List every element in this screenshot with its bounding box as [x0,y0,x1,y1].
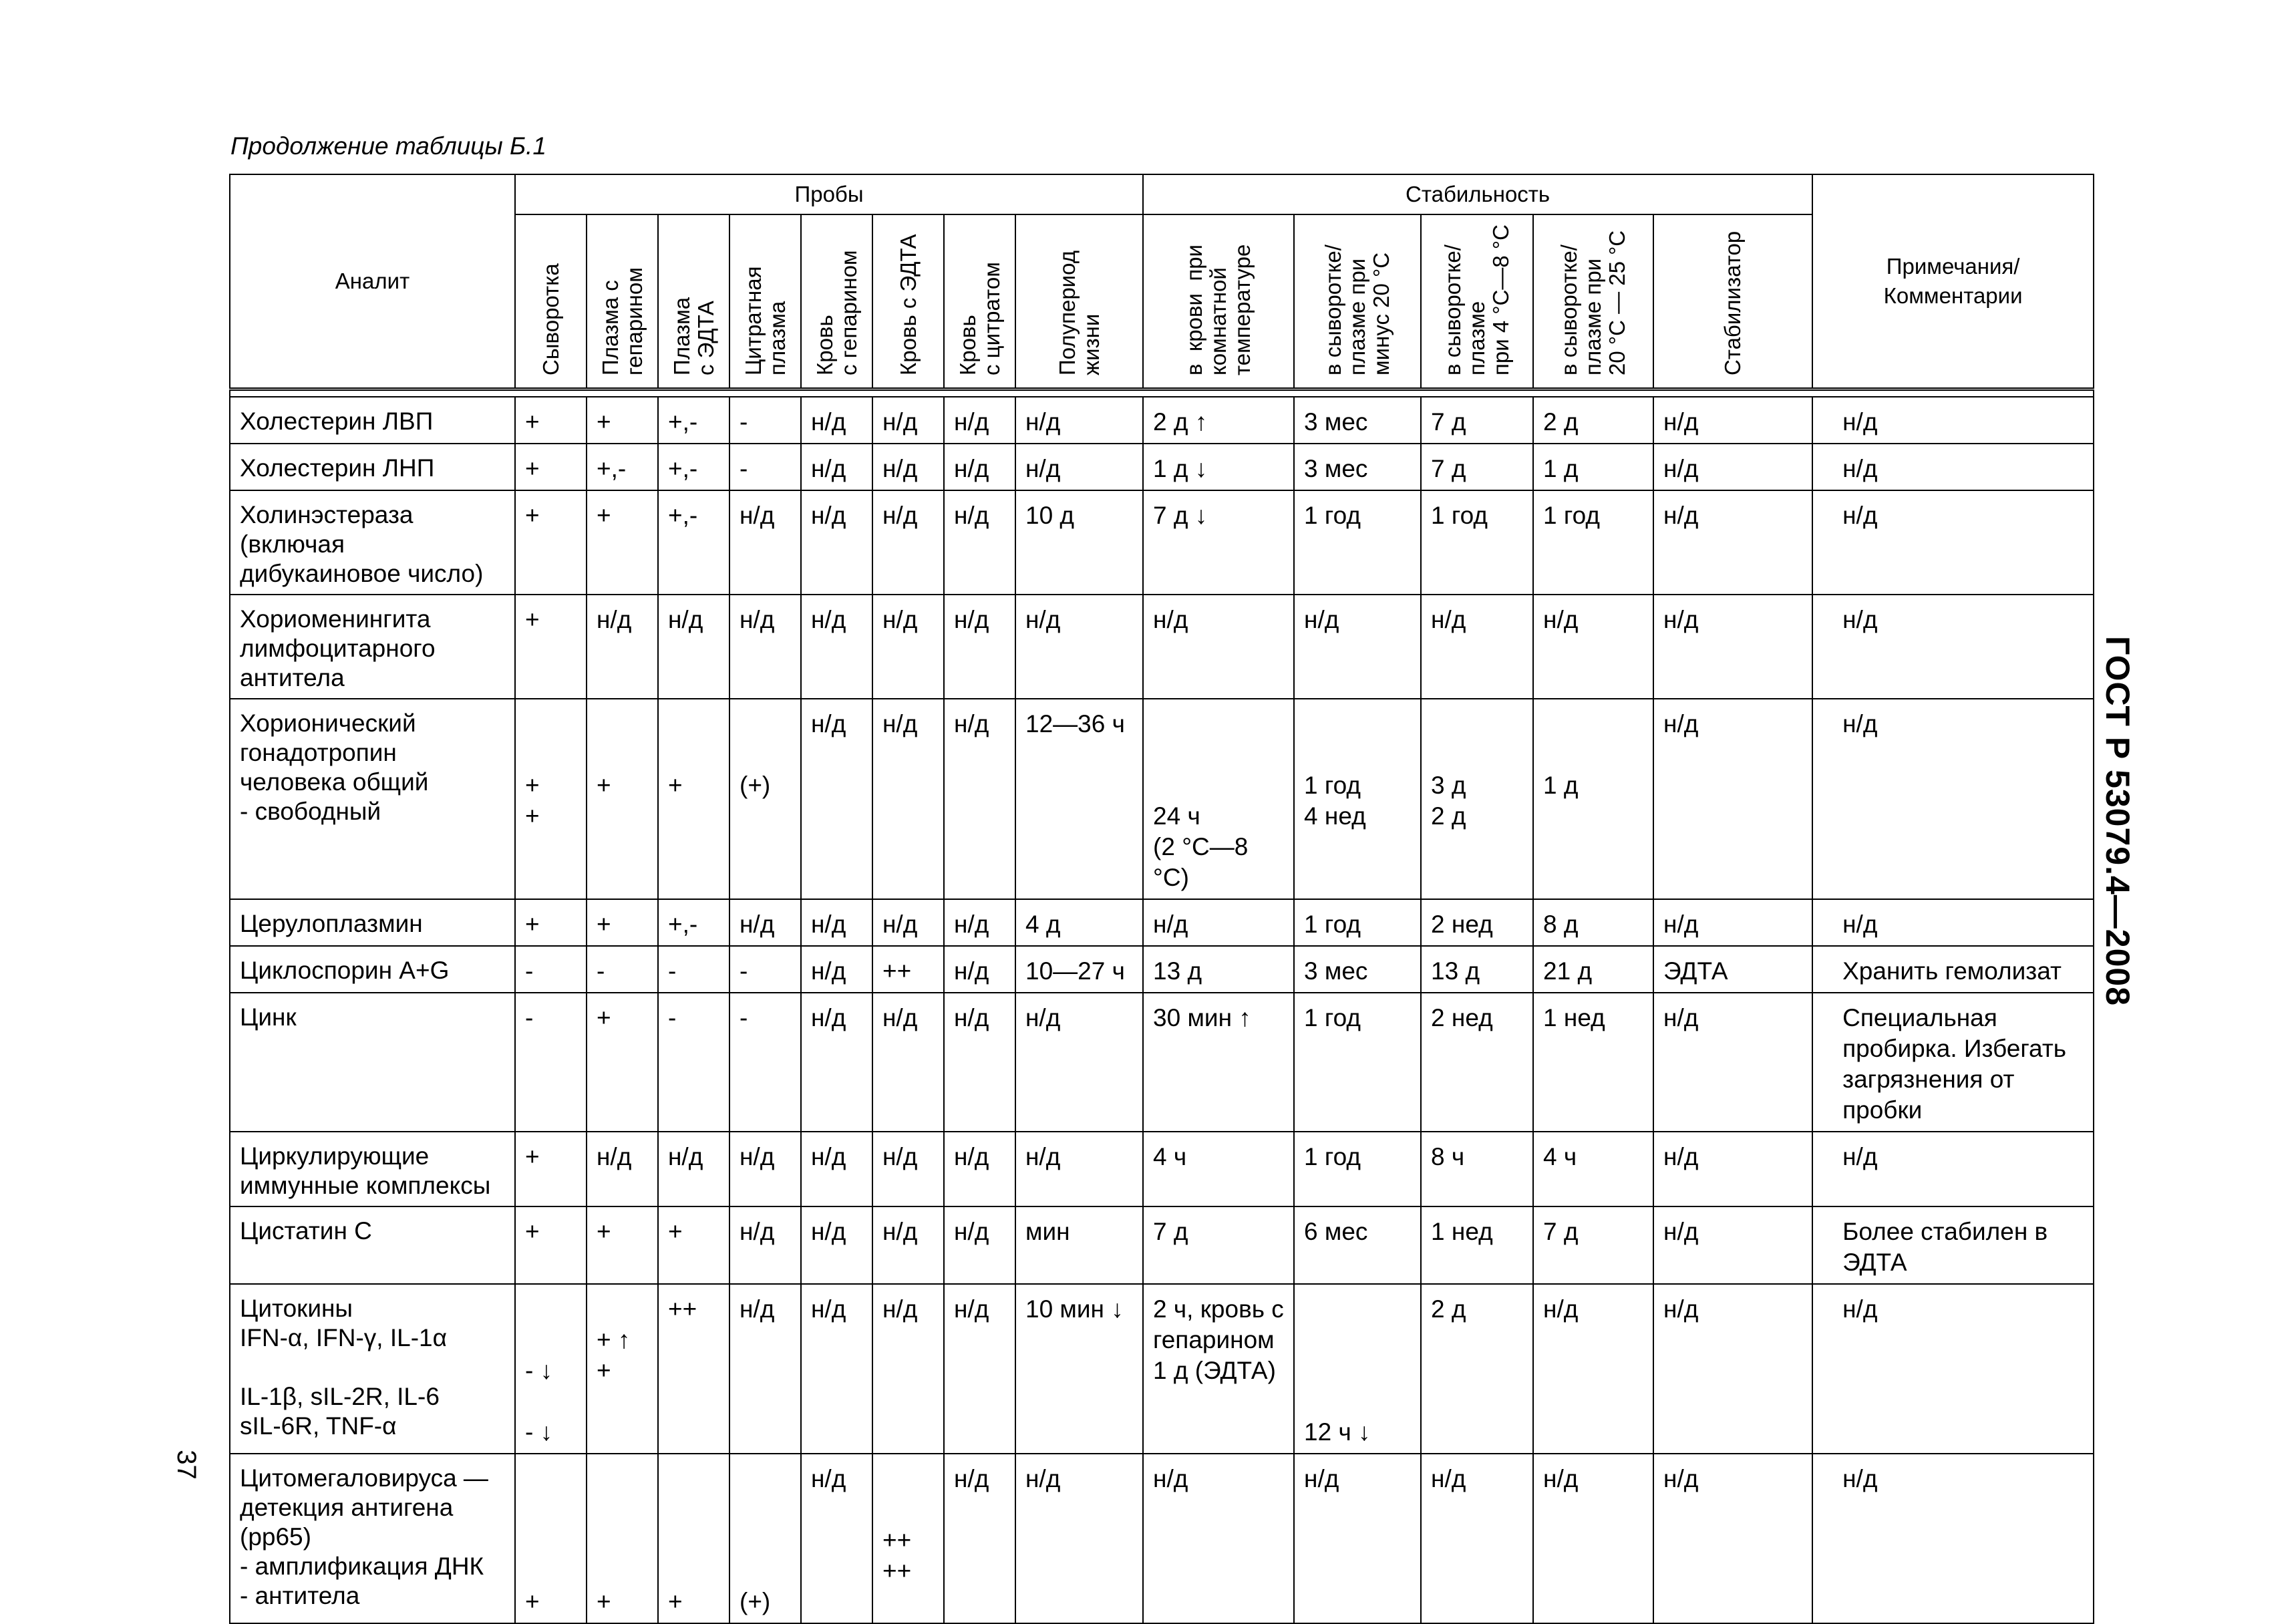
table-cell: мин [1015,1206,1143,1284]
header-separator [230,389,2094,397]
table-cell: 10 д [1015,490,1143,595]
table-cell: 1 д [1533,699,1653,899]
table-cell: н/д [1653,1132,1812,1206]
table-cell: ЭДТА [1653,946,1812,993]
table-cell: н/д [944,993,1015,1132]
table-cell: н/д [872,1132,944,1206]
table-cell: 30 мин ↑ [1143,993,1294,1132]
header-col-label: Цитратная плазма [740,266,790,375]
table-cell: 6 мес [1294,1206,1421,1284]
table-cell: н/д [801,397,872,444]
table-cell: 2 нед [1421,993,1533,1132]
table-cell: н/д [872,1206,944,1284]
note-cell: Хранить гемолизат [1812,946,2094,993]
table-cell: н/д [944,444,1015,490]
table-cell: - [587,946,658,993]
table-cell: н/д [658,595,729,699]
table-cell: (+) [729,1454,801,1623]
table-cell: н/д [1421,1454,1533,1623]
table-cell: н/д [1653,444,1812,490]
table-cell: 1 д [1533,444,1653,490]
table-cell: н/д [944,899,1015,946]
table-cell: 7 д [1143,1206,1294,1284]
table-cell: н/д [944,1206,1015,1284]
note-cell: н/д [1812,899,2094,946]
table-cell: - [658,993,729,1132]
table-cell: 2 д [1421,1284,1533,1454]
table-row [230,444,2094,490]
table-cell: 2 нед [1421,899,1533,946]
table-cell: н/д [1143,1454,1294,1623]
table-cell: н/д [944,699,1015,899]
table-cell: н/д [801,899,872,946]
header-col-3 [729,214,801,389]
table-cell: + [658,699,729,899]
table-cell: н/д [1533,1454,1653,1623]
analyte-cell: Цистатин С [230,1206,515,1284]
table-cell: +,- [658,490,729,595]
header-analyte: Аналит [230,174,515,389]
header-col-label: в крови при комнатной температуре [1182,244,1255,375]
analyte-cell: Циклоспорин A+G [230,946,515,993]
table-cell: 3 д 2 д [1421,699,1533,899]
table-cell: - [515,946,587,993]
header-col-4 [801,214,872,389]
table-cell: н/д [658,1132,729,1206]
table-row [230,1206,2094,1284]
table-cell: н/д [1015,397,1143,444]
table-row [230,1284,2094,1454]
table-cell: н/д [872,490,944,595]
table-cell: (+) [729,699,801,899]
table-cell: + [515,490,587,595]
header-col-label: Кровь с ЭДТА [895,234,921,375]
note-cell: н/д [1812,397,2094,444]
header-col-12 [1653,214,1812,389]
table-cell: 3 мес [1294,397,1421,444]
table-cell: н/д [944,1454,1015,1623]
table-cell: н/д [872,993,944,1132]
header-notes: Примечания/ Комментарии [1812,174,2094,389]
table-cell: н/д [944,1132,1015,1206]
table-cell: н/д [1653,1454,1812,1623]
table-cell: + + [515,699,587,899]
table-cell: н/д [729,1206,801,1284]
table-cell: н/д [729,899,801,946]
header-col-label: Полупериод жизни [1054,251,1104,375]
note-cell: н/д [1812,490,2094,595]
table-cell: 8 д [1533,899,1653,946]
note-cell: н/д [1812,699,2094,899]
table-cell: н/д [1015,993,1143,1132]
table-cell: н/д [801,946,872,993]
table-cell: н/д [944,490,1015,595]
table-cell: н/д [1294,1454,1421,1623]
table-cell: 3 мес [1294,946,1421,993]
table-cell: н/д [872,595,944,699]
table-cell: 7 д [1421,444,1533,490]
table-cell: +,- [587,444,658,490]
header-col-8 [1143,214,1294,389]
table-cell: 24 ч (2 °С—8 °С) [1143,699,1294,899]
header-col-label: в сыворотке/ плазме при 4 °С—8 °С [1440,224,1514,375]
table-cell: н/д [729,490,801,595]
table-cell: н/д [801,1284,872,1454]
note-cell: н/д [1812,1454,2094,1623]
table-cell: + [658,1454,729,1623]
table-cell: - [729,993,801,1132]
table-cell: н/д [801,699,872,899]
table-cell: + [515,1132,587,1206]
table-cell: н/д [944,1284,1015,1454]
table-cell: 1 нед [1533,993,1653,1132]
table-row [230,595,2094,699]
table-cell: н/д [801,1132,872,1206]
header-col-label: Плазма с гепарином [597,267,647,375]
table-cell: н/д [944,397,1015,444]
table-cell: н/д [801,1454,872,1623]
table-cell: н/д [1015,595,1143,699]
table-cell: + [515,1454,587,1623]
page-number: 37 [171,1450,201,1480]
table-cell: н/д [944,946,1015,993]
header-col-9 [1294,214,1421,389]
table-cell: 7 д ↓ [1143,490,1294,595]
header-col-label: Плазма с ЭДТА [669,297,718,375]
table-cell: - [729,444,801,490]
table-cell: н/д [1653,699,1812,899]
table-cell: н/д [801,595,872,699]
table-cell: - ↓ - ↓ [515,1284,587,1454]
table-cell: н/д [1653,993,1812,1132]
table-row [230,397,2094,444]
table-cell: ++ ++ [872,1454,944,1623]
table-cell: н/д [1015,1132,1143,1206]
table-cell: + [587,899,658,946]
table-row [230,1454,2094,1623]
table-cell: н/д [872,899,944,946]
header-col-2 [658,214,729,389]
table-cell: 10 мин ↓ [1015,1284,1143,1454]
table-cell: 12—36 ч [1015,699,1143,899]
analyte-cell: Цитокины IFN-α, IFN-γ, IL-1α IL-1β, sIL-2R, IL-6 sIL-6R, TNF-α [230,1284,515,1454]
table-cell: н/д [801,490,872,595]
table-cell: 1 нед [1421,1206,1533,1284]
table-cell: + [658,1206,729,1284]
analyte-table [229,174,2094,1624]
analyte-cell: Циркулирующие иммунные комплексы [230,1132,515,1206]
table-cell: 1 год [1294,993,1421,1132]
table-cell: н/д [1143,595,1294,699]
table-cell: н/д [587,1132,658,1206]
table-cell: 1 год [1294,490,1421,595]
note-cell: Более стабилен в ЭДТА [1812,1206,2094,1284]
table-cell: н/д [729,1284,801,1454]
header-col-label: Кровь с гепарином [812,250,861,375]
table-cell: + [515,899,587,946]
header-col-7 [1015,214,1143,389]
table-cell: н/д [1015,444,1143,490]
table-cell: 21 д [1533,946,1653,993]
table-cell: - [658,946,729,993]
table-caption: Продолжение таблицы Б.1 [230,132,546,160]
table-cell: н/д [872,1284,944,1454]
table-cell: н/д [1653,490,1812,595]
table-cell: 7 д [1533,1206,1653,1284]
table-row [230,699,2094,899]
table-cell: +,- [658,444,729,490]
table-cell: н/д [1533,595,1653,699]
table-cell: н/д [1653,595,1812,699]
table-row [230,1132,2094,1206]
analyte-cell: Хориоменингита лимфоцитарного антитела [230,595,515,699]
table-cell: +,- [658,899,729,946]
header-col-6 [944,214,1015,389]
table-cell: 2 ч, кровь с гепарином 1 д (ЭДТА) [1143,1284,1294,1454]
table-cell: н/д [872,397,944,444]
header-col-label: Сыворотка [538,263,563,375]
header-col-5 [872,214,944,389]
note-cell: н/д [1812,444,2094,490]
table-cell: н/д [1015,1454,1143,1623]
table-cell: 7 д [1421,397,1533,444]
table-cell: н/д [801,1206,872,1284]
table-cell: 2 д [1533,397,1653,444]
table-cell: н/д [801,444,872,490]
table-cell: 1 год 4 нед [1294,699,1421,899]
note-cell: н/д [1812,595,2094,699]
header-col-1 [587,214,658,389]
table-row [230,899,2094,946]
table-cell: + [515,397,587,444]
table-cell: н/д [1653,1206,1812,1284]
table-row [230,993,2094,1132]
header-col-label: в сыворотке/ плазме при 20 °С — 25 °С [1557,230,1630,375]
analyte-cell: Холестерин ЛВП [230,397,515,444]
header-col-10 [1421,214,1533,389]
table-cell: 1 год [1294,1132,1421,1206]
table-cell: н/д [1653,1284,1812,1454]
table-cell: +,- [658,397,729,444]
table-cell: 3 мес [1294,444,1421,490]
analyte-cell: Церулоплазмин [230,899,515,946]
analyte-cell: Холинэстераза (включая дибукаиновое число) [230,490,515,595]
table-cell: 1 год [1294,899,1421,946]
table-cell: 8 ч [1421,1132,1533,1206]
table-cell: 2 д ↑ [1143,397,1294,444]
table-cell: н/д [1653,397,1812,444]
document-code: ГОСТ Р 53079.4—2008 [2099,635,2136,1007]
table-cell: н/д [944,595,1015,699]
table-row [230,490,2094,595]
table-cell: н/д [1533,1284,1653,1454]
analyte-cell: Цинк [230,993,515,1132]
table-cell: - [729,397,801,444]
table-cell: 1 д ↓ [1143,444,1294,490]
note-cell: Специальная пробирка. Избегать загрязнения от пробки [1812,993,2094,1132]
table-cell: 4 д [1015,899,1143,946]
table-cell: - [515,993,587,1132]
table-cell: + [587,993,658,1132]
table-cell: н/д [587,595,658,699]
header-probes: Пробы [515,174,1143,214]
table-cell: 1 год [1421,490,1533,595]
table-cell: 13 д [1421,946,1533,993]
analyte-cell: Холестерин ЛНП [230,444,515,490]
table-cell: н/д [729,595,801,699]
table-cell: ++ [872,946,944,993]
table-cell: н/д [1294,595,1421,699]
table-cell: + [587,1454,658,1623]
header-col-label: Стабилизатор [1720,230,1746,375]
table-cell: ++ [658,1284,729,1454]
table-cell: + [587,699,658,899]
analyte-cell: Хорионический гонадотропин человека общий - свободный [230,699,515,899]
table-row [230,946,2094,993]
table-cell: + [515,595,587,699]
header-col-label: Кровь с цитратом [955,262,1004,375]
table-cell: - [729,946,801,993]
table-cell: + [515,1206,587,1284]
table-cell: н/д [1653,899,1812,946]
table-cell: + [587,1206,658,1284]
note-cell: н/д [1812,1132,2094,1206]
header-col-11 [1533,214,1653,389]
note-cell: н/д [1812,1284,2094,1454]
table-cell: н/д [729,1132,801,1206]
analyte-cell: Цитомегаловируса — детекция антигена (pp65) - амплификация ДНК - антитела [230,1454,515,1623]
table-cell: н/д [1143,899,1294,946]
table-cell: 4 ч [1143,1132,1294,1206]
table-cell: + [587,397,658,444]
table-cell: н/д [1421,595,1533,699]
table-cell: 4 ч [1533,1132,1653,1206]
header-stability: Стабильность [1143,174,1812,214]
table-cell: н/д [872,444,944,490]
table-cell: н/д [801,993,872,1132]
table-cell: 1 год [1533,490,1653,595]
table-cell: + ↑ + [587,1284,658,1454]
header-col-label: в сыворотке/ плазме при минус 20 °С [1321,245,1394,375]
table-cell: 13 д [1143,946,1294,993]
table-cell: + [587,490,658,595]
header-col-0 [515,214,587,389]
table-cell: н/д [872,699,944,899]
table-cell: 12 ч ↓ [1294,1284,1421,1454]
table-cell: 10—27 ч [1015,946,1143,993]
table-cell: + [515,444,587,490]
